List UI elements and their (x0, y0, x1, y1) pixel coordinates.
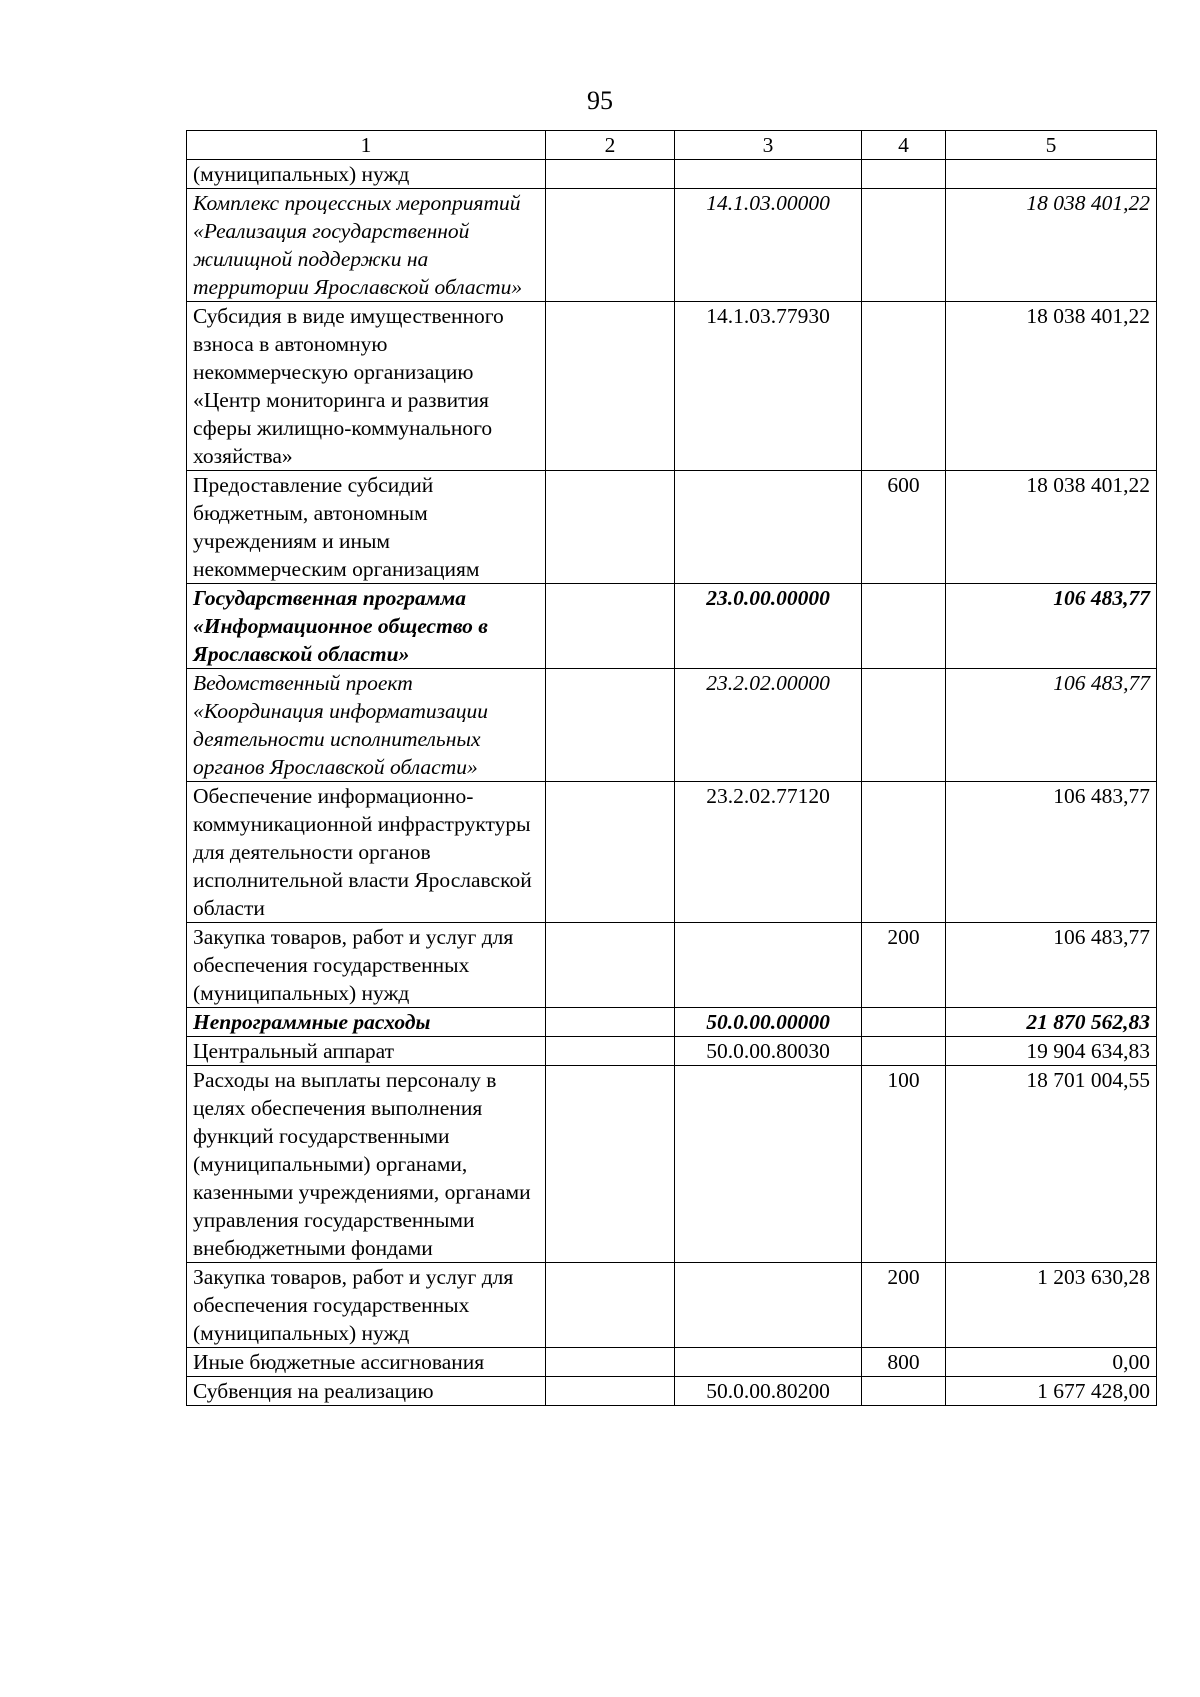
row-expense-type (862, 1377, 946, 1406)
table-row (187, 669, 1157, 782)
row-expense-type: 100 (862, 1066, 946, 1263)
row-expense-type (862, 160, 946, 189)
row-name: Ведомственный проект «Координация информатизации деятельности исполнительных органов Ярославской области» (187, 669, 546, 782)
row-expense-type (862, 189, 946, 302)
table-row (187, 189, 1157, 302)
row-code (675, 1348, 862, 1377)
row-name: Предоставление субсидий бюджетным, автономным учреждениям и иным некоммерческим организациям (187, 471, 546, 584)
header-col-5: 5 (946, 131, 1157, 160)
table-row (187, 923, 1157, 1008)
row-amount: 106 483,77 (946, 923, 1157, 1008)
row-amount: 0,00 (946, 1348, 1157, 1377)
row-amount: 18 038 401,22 (946, 189, 1157, 302)
budget-table (186, 130, 1157, 1406)
row-code (675, 471, 862, 584)
row-name: Непрограммные расходы (187, 1008, 546, 1037)
row-name: Государственная программа «Информационное общество в Ярославской области» (187, 584, 546, 669)
row-amount: 1 203 630,28 (946, 1263, 1157, 1348)
row-amount: 21 870 562,83 (946, 1008, 1157, 1037)
row-code: 14.1.03.77930 (675, 302, 862, 471)
row-expense-type (862, 669, 946, 782)
row-amount: 1 677 428,00 (946, 1377, 1157, 1406)
row-code: 50.0.00.00000 (675, 1008, 862, 1037)
row-col2 (546, 1066, 675, 1263)
row-expense-type (862, 302, 946, 471)
row-expense-type (862, 1037, 946, 1066)
row-expense-type (862, 782, 946, 923)
table-row (187, 1348, 1157, 1377)
row-name: Закупка товаров, работ и услуг для обеспечения государственных (муниципальных) нужд (187, 923, 546, 1008)
header-col-1: 1 (187, 131, 546, 160)
row-col2 (546, 302, 675, 471)
table-row (187, 160, 1157, 189)
row-code: 50.0.00.80200 (675, 1377, 862, 1406)
table-row (187, 1263, 1157, 1348)
row-col2 (546, 1377, 675, 1406)
row-amount: 19 904 634,83 (946, 1037, 1157, 1066)
row-name: Расходы на выплаты персоналу в целях обеспечения выполнения функций государственными (муниципальными) органами, казенными учреждениями, органами управления государственными внебюджетными фондами (187, 1066, 546, 1263)
row-amount: 18 038 401,22 (946, 302, 1157, 471)
table-row (187, 584, 1157, 669)
row-code: 50.0.00.80030 (675, 1037, 862, 1066)
row-name: Субвенция на реализацию (187, 1377, 546, 1406)
table-row (187, 302, 1157, 471)
row-col2 (546, 923, 675, 1008)
row-col2 (546, 189, 675, 302)
row-col2 (546, 669, 675, 782)
row-amount: 18 701 004,55 (946, 1066, 1157, 1263)
row-code (675, 1066, 862, 1263)
header-col-4: 4 (862, 131, 946, 160)
row-name: Центральный аппарат (187, 1037, 546, 1066)
row-amount (946, 160, 1157, 189)
row-name: Иные бюджетные ассигнования (187, 1348, 546, 1377)
row-amount: 106 483,77 (946, 782, 1157, 923)
row-amount: 18 038 401,22 (946, 471, 1157, 584)
page-number: 95 (587, 86, 613, 115)
row-expense-type (862, 584, 946, 669)
row-amount: 106 483,77 (946, 669, 1157, 782)
row-expense-type: 200 (862, 1263, 946, 1348)
row-name: (муниципальных) нужд (187, 160, 546, 189)
row-col2 (546, 584, 675, 669)
header-col-2: 2 (546, 131, 675, 160)
row-code: 14.1.03.00000 (675, 189, 862, 302)
header-col-3: 3 (675, 131, 862, 160)
row-amount: 106 483,77 (946, 584, 1157, 669)
row-code (675, 160, 862, 189)
row-col2 (546, 782, 675, 923)
row-code: 23.2.02.77120 (675, 782, 862, 923)
row-name: Обеспечение информационно-коммуникационной инфраструктуры для деятельности органов исполнительной власти Ярославской области (187, 782, 546, 923)
table-row (187, 1037, 1157, 1066)
header-row (187, 131, 1157, 160)
row-col2 (546, 1348, 675, 1377)
table-row (187, 471, 1157, 584)
row-col2 (546, 1263, 675, 1348)
table-row (187, 1008, 1157, 1037)
row-expense-type: 200 (862, 923, 946, 1008)
row-name: Закупка товаров, работ и услуг для обеспечения государственных (муниципальных) нужд (187, 1263, 546, 1348)
row-expense-type: 800 (862, 1348, 946, 1377)
table-row (187, 782, 1157, 923)
row-code (675, 923, 862, 1008)
row-col2 (546, 471, 675, 584)
row-expense-type: 600 (862, 471, 946, 584)
table-row (187, 1377, 1157, 1406)
row-code: 23.0.00.00000 (675, 584, 862, 669)
row-code (675, 1263, 862, 1348)
row-name: Комплекс процессных мероприятий «Реализация государственной жилищной поддержки на территории Ярославской области» (187, 189, 546, 302)
row-col2 (546, 1037, 675, 1066)
row-col2 (546, 1008, 675, 1037)
row-code: 23.2.02.00000 (675, 669, 862, 782)
row-expense-type (862, 1008, 946, 1037)
table-row (187, 1066, 1157, 1263)
row-col2 (546, 160, 675, 189)
row-name: Субсидия в виде имущественного взноса в автономную некоммерческую организацию «Центр мониторинга и развития сферы жилищно-коммунального хозяйства» (187, 302, 546, 471)
